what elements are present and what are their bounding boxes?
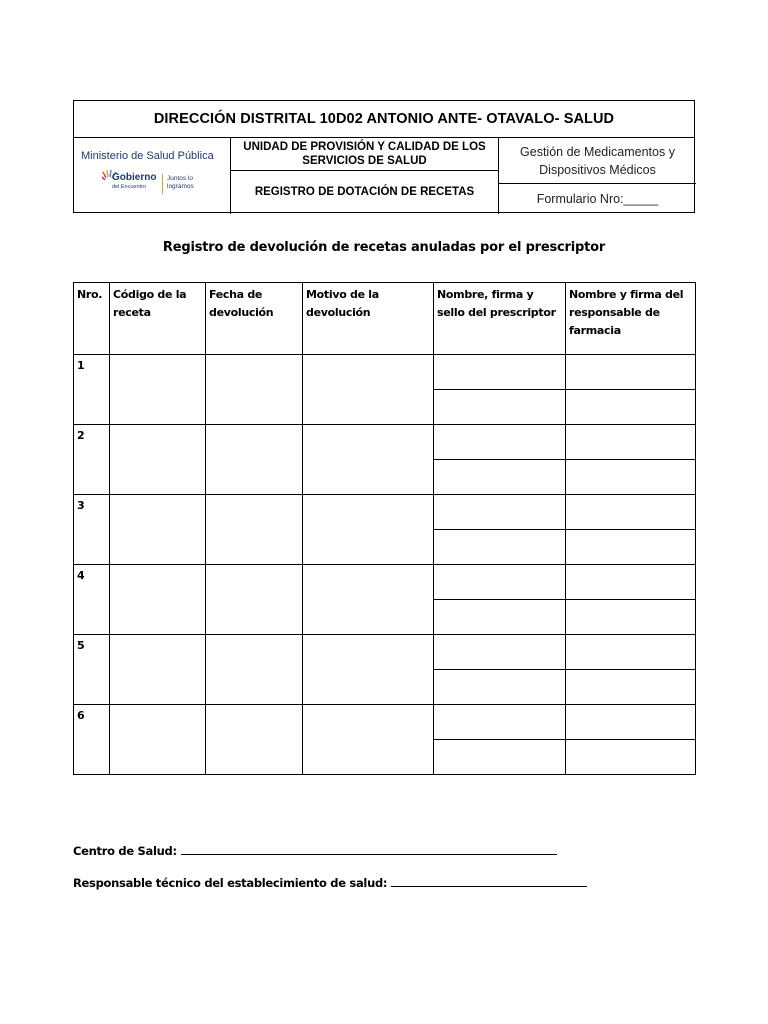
prescriber-signature-cell[interactable] <box>434 530 566 565</box>
table-row <box>74 635 696 670</box>
date-cell[interactable] <box>206 495 303 565</box>
row-number-cell: 4 <box>74 565 110 635</box>
row-number-cell: 6 <box>74 705 110 775</box>
prescriber-signature-cell[interactable] <box>434 390 566 425</box>
health-center-field[interactable] <box>181 842 557 855</box>
technical-lead-line <box>73 874 587 890</box>
prescriber-signature-cell[interactable] <box>434 740 566 775</box>
prescriber-signature-cell[interactable] <box>434 670 566 705</box>
health-center-line <box>73 842 557 858</box>
code-cell[interactable] <box>110 355 206 425</box>
table-header-row <box>74 283 696 355</box>
col-reason-header: Motivo de la devolución <box>303 283 434 355</box>
prescriber-signature-cell[interactable] <box>434 635 566 670</box>
row-number-cell: 3 <box>74 495 110 565</box>
prescriber-signature-cell[interactable] <box>434 705 566 740</box>
management-area: Gestión de Medicamentos y Dispositivos Médicos <box>499 138 696 184</box>
date-cell[interactable] <box>206 565 303 635</box>
gobierno-subtitle: del Encuentro <box>112 184 146 190</box>
reason-cell[interactable] <box>303 495 434 565</box>
table-row <box>74 495 696 530</box>
document-header <box>73 100 695 213</box>
reason-cell[interactable] <box>303 425 434 495</box>
date-cell[interactable] <box>206 425 303 495</box>
prescriber-signature-cell[interactable] <box>434 565 566 600</box>
table-row <box>74 425 696 460</box>
reason-cell[interactable] <box>303 635 434 705</box>
reason-cell[interactable] <box>303 565 434 635</box>
code-cell[interactable] <box>110 425 206 495</box>
col-code-header: Código de la receta <box>110 283 206 355</box>
col-date-header: Fecha de devolución <box>206 283 303 355</box>
health-center-label: Centro de Salud: <box>73 844 177 858</box>
pharmacy-signature-cell[interactable] <box>566 530 696 565</box>
prescriber-signature-cell[interactable] <box>434 495 566 530</box>
pharmacy-signature-cell[interactable] <box>566 565 696 600</box>
date-cell[interactable] <box>206 355 303 425</box>
reason-cell[interactable] <box>303 705 434 775</box>
col-number-header: Nro. <box>74 283 110 355</box>
logo-divider <box>162 174 163 194</box>
pharmacy-signature-cell[interactable] <box>566 740 696 775</box>
returns-table <box>73 282 696 775</box>
form-number[interactable]: Formulario Nro:_____ <box>536 192 659 206</box>
date-cell[interactable] <box>206 705 303 775</box>
pharmacy-signature-cell[interactable] <box>566 635 696 670</box>
ministry-logo <box>74 138 231 214</box>
row-number-cell: 2 <box>74 425 110 495</box>
technical-lead-label: Responsable técnico del establecimiento de salud: <box>73 876 388 890</box>
ministry-name: Ministerio de Salud Pública <box>81 150 214 162</box>
prescriber-signature-cell[interactable] <box>434 425 566 460</box>
col-prescriber-header: Nombre, firma y sello del prescriptor <box>434 283 566 355</box>
pharmacy-signature-cell[interactable] <box>566 390 696 425</box>
pharmacy-signature-cell[interactable] <box>566 425 696 460</box>
prescriber-signature-cell[interactable] <box>434 600 566 635</box>
pharmacy-signature-cell[interactable] <box>566 670 696 705</box>
code-cell[interactable] <box>110 565 206 635</box>
code-cell[interactable] <box>110 705 206 775</box>
table-row <box>74 355 696 390</box>
district-title: DIRECCIÓN DISTRITAL 10D02 ANTONIO ANTE- OTAVALO- SALUD <box>74 101 694 138</box>
pharmacy-signature-cell[interactable] <box>566 460 696 495</box>
code-cell[interactable] <box>110 495 206 565</box>
date-cell[interactable] <box>206 635 303 705</box>
register-subtitle: Registro de devolución de recetas anuladas por el prescriptor <box>162 240 606 255</box>
code-cell[interactable] <box>110 635 206 705</box>
technical-lead-field[interactable] <box>391 874 587 887</box>
row-number-cell: 5 <box>74 635 110 705</box>
pharmacy-signature-cell[interactable] <box>566 355 696 390</box>
table-row <box>74 705 696 740</box>
row-number-cell: 1 <box>74 355 110 425</box>
logo-slogan: Juntos lo logramos <box>167 175 194 190</box>
reason-cell[interactable] <box>303 355 434 425</box>
gobierno-wordmark: Gobierno <box>112 172 157 183</box>
col-pharmacy-header: Nombre y firma del responsable de farmacia <box>566 283 696 355</box>
table-row <box>74 565 696 600</box>
register-name: REGISTRO DE DOTACIÓN DE RECETAS <box>231 171 499 214</box>
unit-name: UNIDAD DE PROVISIÓN Y CALIDAD DE LOS SERVICIOS DE SALUD <box>231 138 499 171</box>
pharmacy-signature-cell[interactable] <box>566 495 696 530</box>
prescriber-signature-cell[interactable] <box>434 460 566 495</box>
pharmacy-signature-cell[interactable] <box>566 600 696 635</box>
pharmacy-signature-cell[interactable] <box>566 705 696 740</box>
prescriber-signature-cell[interactable] <box>434 355 566 390</box>
